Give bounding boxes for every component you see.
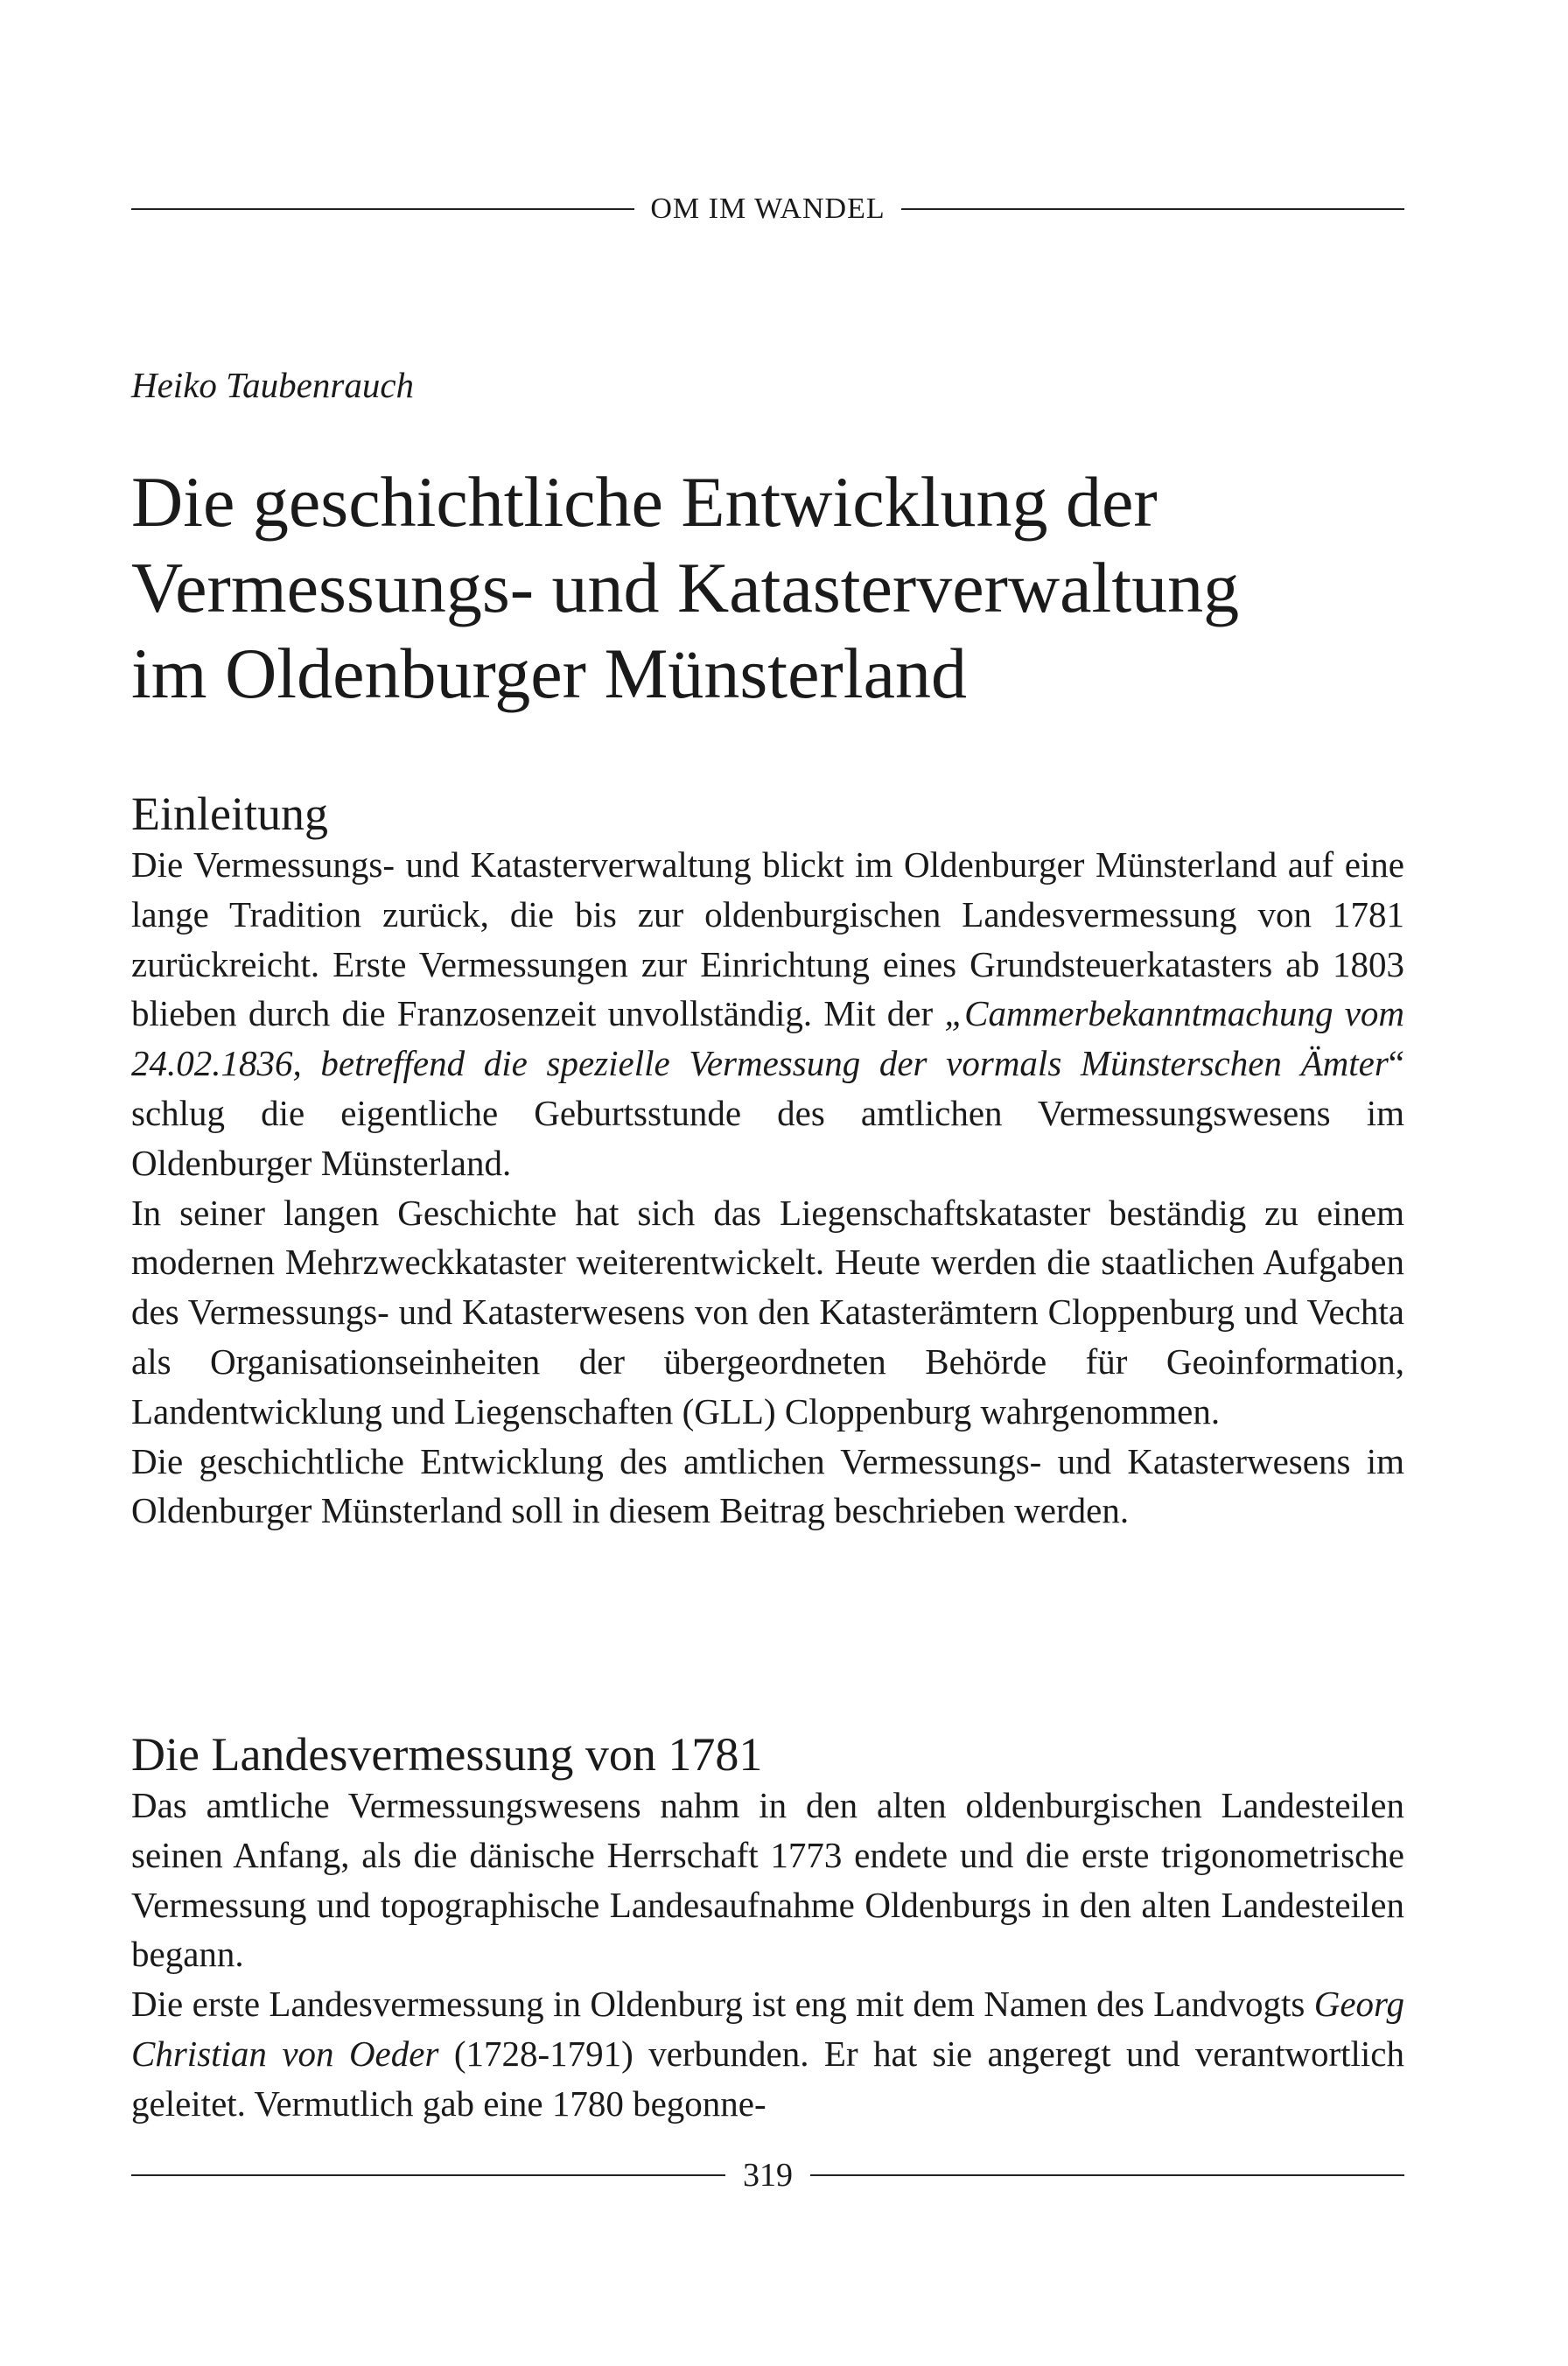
footer-rule-right [810, 2174, 1404, 2176]
title-line-3: im Oldenburger Münsterland [131, 634, 967, 713]
title-line-2: Vermessungs- und Katasterverwaltung [131, 548, 1240, 627]
paragraph [131, 840, 1404, 1188]
book-page [131, 0, 1404, 2366]
running-header [131, 194, 1404, 224]
paragraph [131, 1979, 1404, 2128]
header-rule-left [131, 208, 634, 210]
page-number: 319 [743, 2157, 793, 2194]
paragraph: Die geschichtliche Entwicklung des amtlichen Vermessungs- und Katasterwesens im Oldenburger Münsterland soll in diesem Beitrag beschrieben werden. [131, 1440, 1404, 1531]
section-landesvermessung [131, 1728, 1404, 2129]
page-footer [131, 2159, 1404, 2192]
article-title [131, 459, 1404, 717]
paragraph-text: Die erste Landesvermessung in Oldenburg ist eng mit dem Namen des Landvogts [131, 1984, 1314, 2025]
paragraph: In seiner langen Geschichte hat sich das Liegenschaftskataster beständig zu einem modernen Mehrzweckkataster weiterentwickelt. Heute werden die staatlichen Aufgaben des Vermessungs- und Katasterwesens von den Katasterämtern Cloppenburg und Vechta als Organisationseinheiten der übergeordneten Behörde für Geoinformation, Landentwicklung und Liegenschaften (GLL) Cloppenburg wahrgenommen. [131, 1192, 1404, 1432]
section-heading: Einleitung [131, 788, 328, 840]
header-rule-right [901, 208, 1404, 210]
footer-rule-left [131, 2174, 725, 2176]
title-line-1: Die geschichtliche Entwicklung der [131, 462, 1158, 542]
paragraph-text: (1728-1791) verbunden. Er hat sie angeregt und verantwortlich geleitet. Vermutlich gab eine 1780 begonne- [131, 2033, 1404, 2124]
section-introduction [131, 788, 1404, 1536]
paragraph-text: Die Vermessungs- und Katasterverwaltung blickt im Oldenburger Münsterland auf eine lange Tradition zurück, die bis zur oldenburgischen Landesvermessung von 1781 zurückreicht. Erste Vermessungen zur Einrichtung eines Grundsteuerkatasters ab 1803 blieben durch die Franzosenzeit unvollständig. Mit der [131, 844, 1404, 1034]
paragraph: Das amtliche Vermessungswesens nahm in den alten oldenburgischen Landesteilen seinen Anfang, als die dänische Herrschaft 1773 endete und die erste trigonometrische Vermessung und topographische Landesaufnahme Oldenburgs in den alten Landesteilen begann. [131, 1785, 1404, 1975]
author-name: Heiko Taubenrauch [131, 365, 415, 405]
paragraph-text: “ schlug die eigentliche Geburtsstunde des amtlichen Vermessungswesens im Oldenburger Münsterland. [131, 1043, 1404, 1183]
italic-citation: „Cammerbekanntmachung vom 24.02.1836, betreffend die spezielle Vermessung der vormals Münsterschen Ämter [131, 993, 1405, 1084]
running-header-text: OM IM WANDEL [650, 192, 886, 225]
italic-person-name: Georg Christian von Oeder [131, 1984, 1404, 2074]
section-heading: Die Landesvermessung von 1781 [131, 1728, 763, 1781]
